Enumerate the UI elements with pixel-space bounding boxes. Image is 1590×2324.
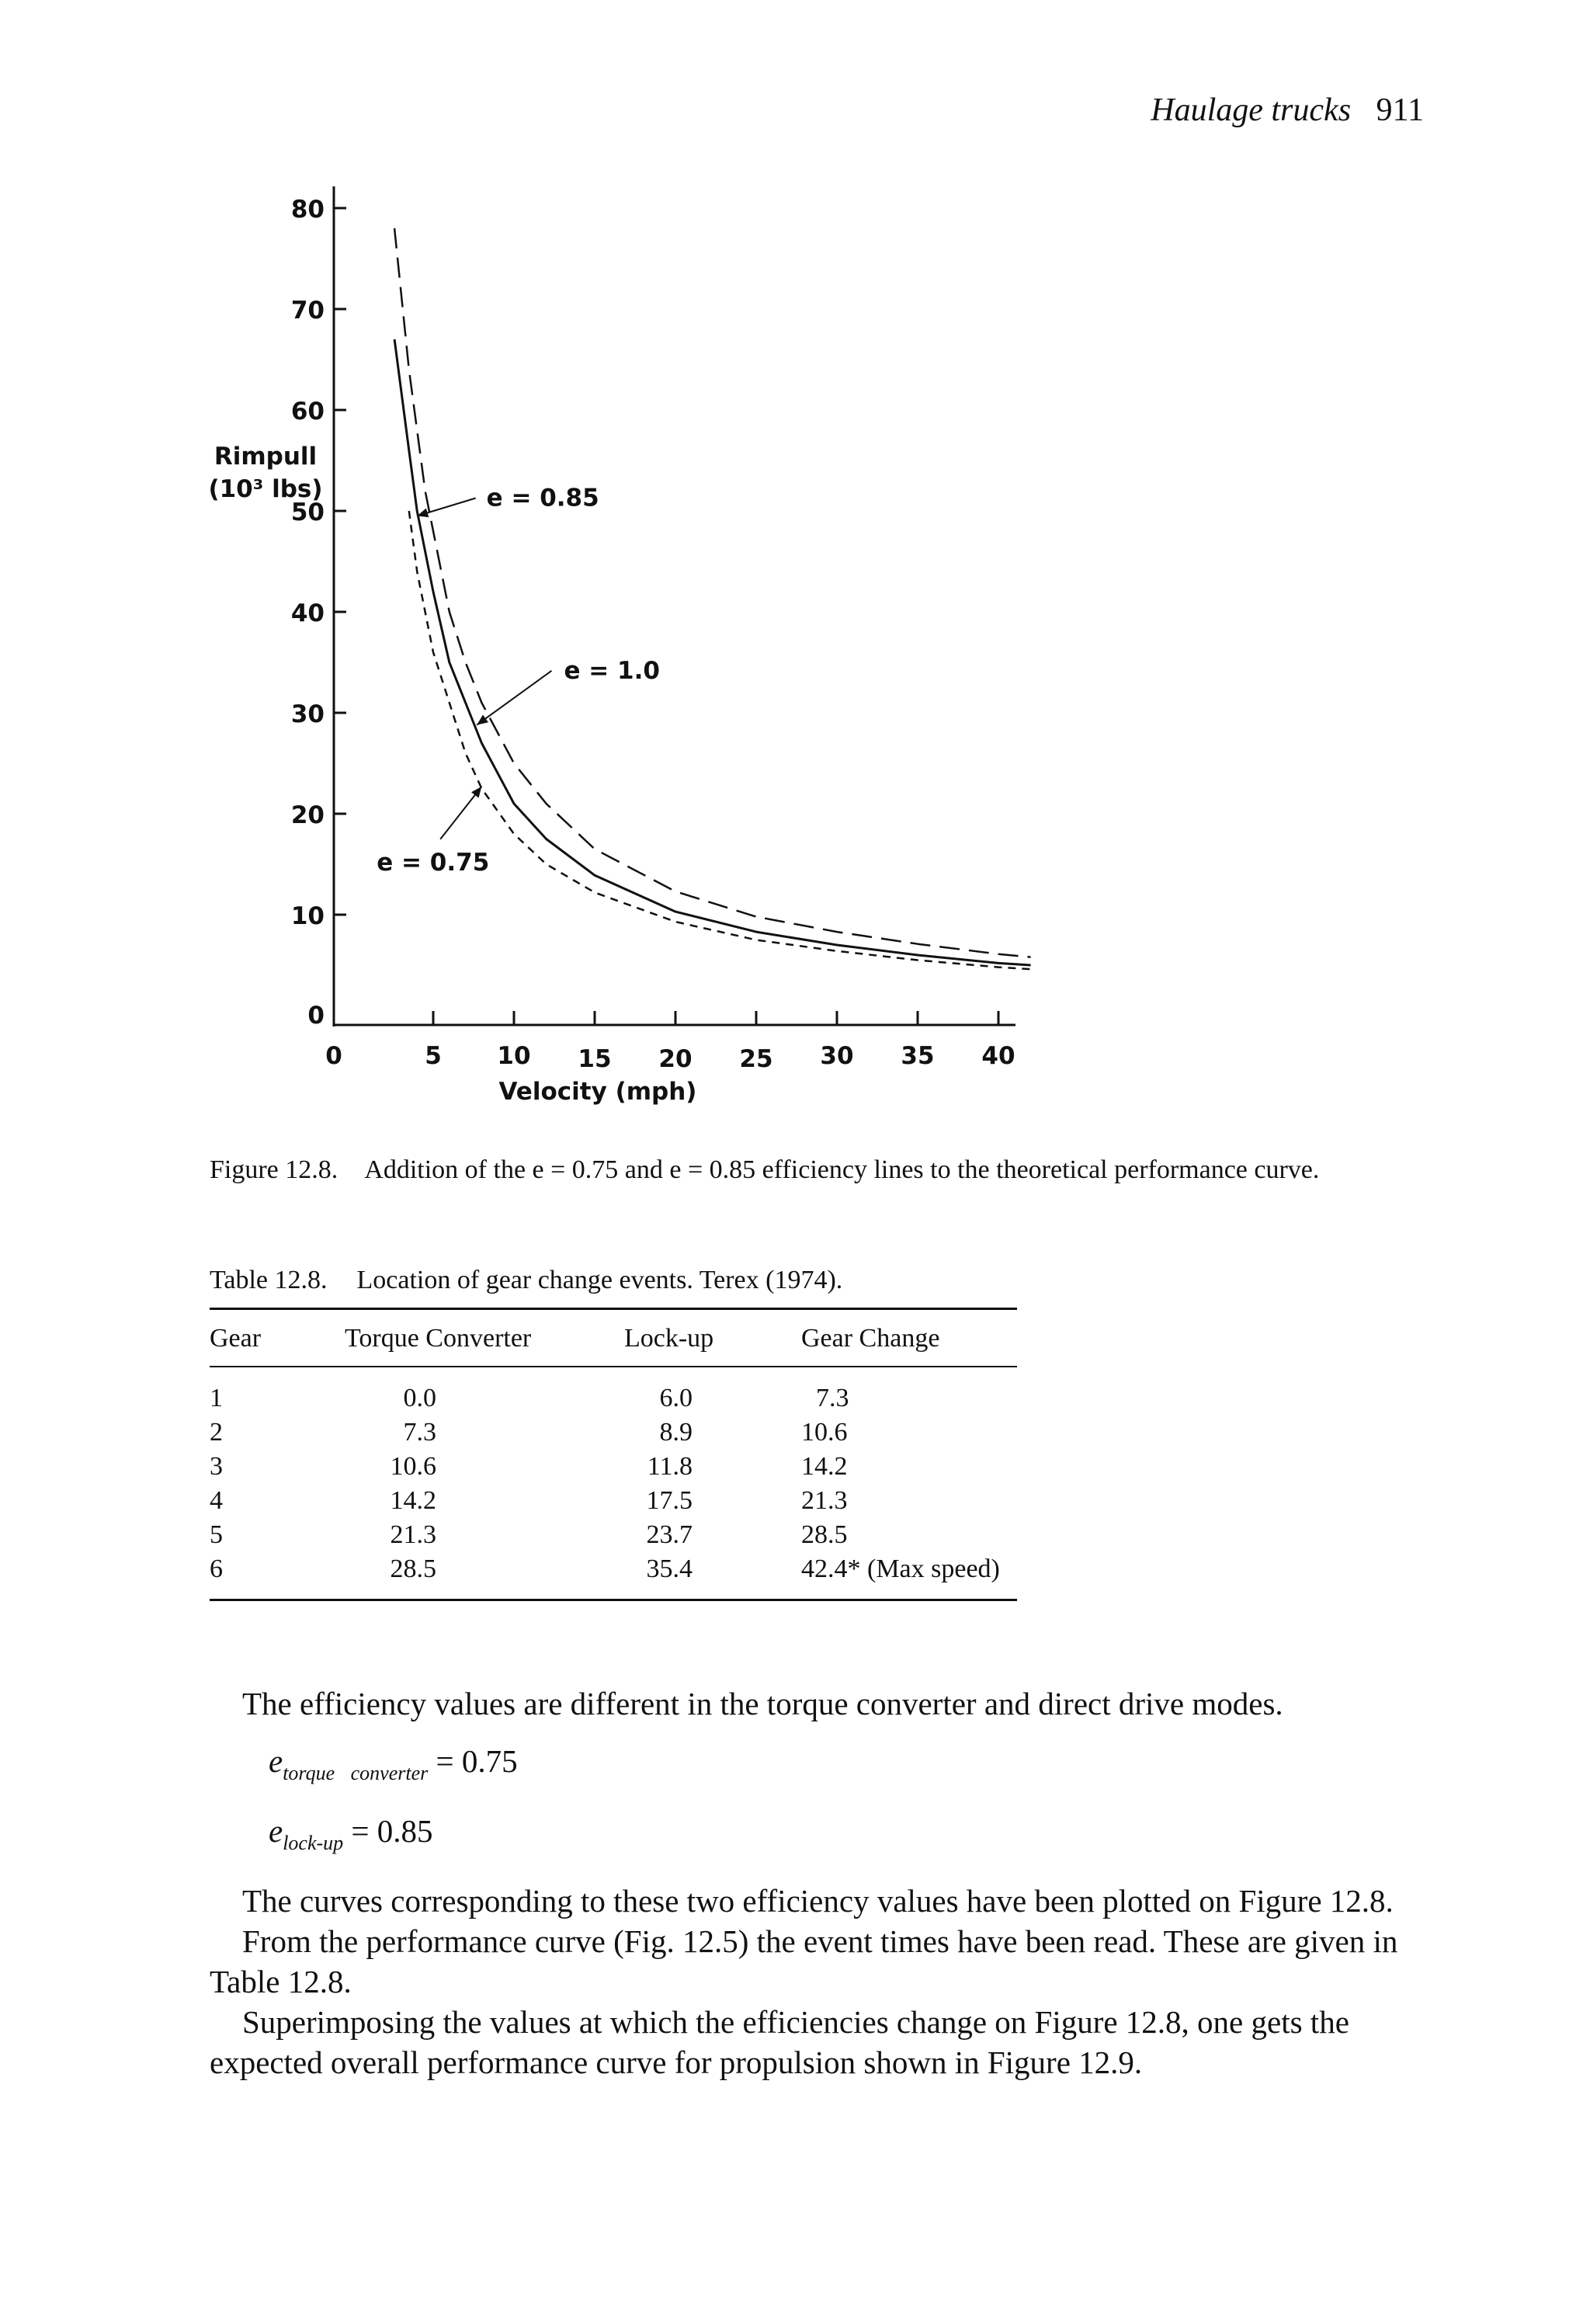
- cell-value: 7.3: [816, 1384, 849, 1412]
- cell-value: 14.2: [801, 1452, 848, 1481]
- cell-gear-change: [801, 1416, 1017, 1450]
- x-tick-label: 30: [820, 1042, 854, 1070]
- x-tick-label: 10: [497, 1042, 531, 1070]
- eq2-variable: e: [269, 1813, 283, 1849]
- cell-gear-change: [801, 1518, 1017, 1552]
- annotation-arrowhead: [417, 509, 429, 517]
- y-tick-label: 60: [290, 398, 325, 426]
- equation-torque-converter: [269, 1741, 1421, 1794]
- series-line-e-0-75: [409, 511, 1031, 969]
- eq1-rhs: = 0.75: [436, 1743, 518, 1779]
- cell-torque-converter: [345, 1518, 624, 1552]
- paragraph-1: The efficiency values are different in the torque converter and direct drive modes.: [242, 1686, 1283, 1721]
- table-row: [210, 1450, 1017, 1484]
- table-caption: [210, 1266, 1017, 1295]
- cell-lock-up: [624, 1518, 801, 1552]
- table-caption-text: Location of gear change events. Terex (1974).: [356, 1266, 843, 1294]
- cell-gear: 3: [210, 1452, 223, 1481]
- x-axis-label: Velocity (mph): [498, 1078, 697, 1106]
- cell-value: 10.6: [390, 1452, 436, 1481]
- cell-gear: 4: [210, 1486, 223, 1515]
- x-tick-label: 20: [658, 1045, 693, 1073]
- body-text: [210, 1683, 1421, 2083]
- eq2-subscript: lock-up: [283, 1832, 344, 1854]
- header-torque-converter: Torque Converter: [345, 1324, 532, 1353]
- table-row: [210, 1518, 1017, 1552]
- figure-caption-text: Addition of the e = 0.75 and e = 0.85 efficiency lines to the theoretical performance curve.: [364, 1155, 1320, 1184]
- gear-change-table-block: [210, 1266, 1017, 1601]
- cell-torque-converter: [345, 1450, 624, 1484]
- cell-torque-converter: [345, 1552, 624, 1600]
- annotation-label: e = 0.85: [486, 484, 599, 512]
- cell-value: 10.6: [801, 1418, 848, 1447]
- eq1-variable: e: [269, 1743, 283, 1779]
- y-tick-label: 20: [290, 801, 325, 829]
- cell-torque-converter: [345, 1484, 624, 1518]
- annotation-arrowhead: [471, 787, 481, 798]
- cell-gear: 2: [210, 1418, 223, 1447]
- y-tick-label: 0: [307, 1002, 325, 1030]
- cell-value: 17.5: [646, 1486, 693, 1515]
- table-row: [210, 1367, 1017, 1416]
- annotation-label: e = 0.75: [377, 848, 490, 877]
- y-tick-label: 30: [290, 700, 325, 728]
- x-tick-label: 40: [981, 1042, 1015, 1070]
- cell-lock-up: [624, 1367, 801, 1416]
- figure-caption: [210, 1155, 1421, 1185]
- series-line-e-1-0: [394, 339, 1031, 965]
- header-gear: Gear: [210, 1324, 262, 1353]
- cell-value: 7.3: [403, 1418, 436, 1447]
- running-head: [1151, 92, 1424, 129]
- y-axis-label-units: (10³ lbs): [208, 475, 323, 503]
- y-tick-label: 70: [290, 297, 325, 325]
- table-label: Table 12.8.: [210, 1266, 328, 1294]
- cell-lock-up: [624, 1484, 801, 1518]
- series-line-e-0-85: [394, 228, 1031, 957]
- annotation-label: e = 1.0: [564, 656, 660, 685]
- page-number: 911: [1376, 92, 1424, 128]
- cell-lock-up: [624, 1552, 801, 1600]
- gear-change-table: [210, 1308, 1017, 1601]
- eq1-subscript: torque converter: [283, 1762, 429, 1784]
- eq2-rhs: = 0.85: [351, 1813, 433, 1849]
- table-row: [210, 1416, 1017, 1450]
- cell-value: 21.3: [801, 1486, 848, 1515]
- header-lock-up: Lock-up: [624, 1324, 714, 1353]
- cell-gear-change: [801, 1367, 1017, 1416]
- paragraph-4: Superimposing the values at which the efficiencies change on Figure 12.8, one gets the expected overall performance curve for propulsion shown in Figure 12.9.: [210, 2004, 1349, 2080]
- cell-gear: 6: [210, 1555, 223, 1583]
- cell-torque-converter: [345, 1416, 624, 1450]
- rimpull-velocity-chart: [194, 175, 1048, 1130]
- cell-gear-change: [801, 1484, 1017, 1518]
- x-tick-label: 35: [901, 1042, 935, 1070]
- running-head-title: Haulage trucks: [1151, 92, 1352, 128]
- cell-value: 14.2: [390, 1486, 436, 1515]
- table-row: [210, 1552, 1017, 1600]
- header-gear-change: Gear Change: [801, 1324, 940, 1353]
- cell-gear: 5: [210, 1520, 223, 1549]
- annotation-arrowhead: [477, 715, 488, 725]
- cell-value: 28.5: [801, 1520, 848, 1549]
- cell-value: 23.7: [646, 1520, 693, 1549]
- cell-lock-up: [624, 1416, 801, 1450]
- cell-gear-change: [801, 1450, 1017, 1484]
- cell-value: 6.0: [659, 1384, 693, 1412]
- paragraph-3: From the performance curve (Fig. 12.5) the event times have been read. These are given in Table 12.8.: [210, 1923, 1398, 1999]
- cell-lock-up: [624, 1450, 801, 1484]
- cell-torque-converter: [345, 1367, 624, 1416]
- cell-value: 0.0: [403, 1384, 436, 1412]
- annotation-leader: [477, 671, 551, 725]
- x-tick-label: 25: [739, 1045, 773, 1073]
- table-row: [210, 1484, 1017, 1518]
- x-tick-label: 15: [578, 1045, 612, 1073]
- cell-value: 42.4* (Max speed): [801, 1555, 1000, 1583]
- table-header-row: [210, 1309, 1017, 1367]
- cell-value: 35.4: [646, 1555, 693, 1583]
- cell-value: 11.8: [647, 1452, 693, 1481]
- cell-gear-change: [801, 1552, 1017, 1600]
- figure-label: Figure 12.8.: [210, 1155, 338, 1184]
- y-tick-label: 10: [290, 902, 325, 930]
- cell-value: 8.9: [659, 1418, 693, 1447]
- cell-value: 21.3: [390, 1520, 436, 1549]
- y-tick-label: 80: [290, 196, 325, 224]
- paragraph-2: The curves corresponding to these two efficiency values have been plotted on Figure 12.8.: [242, 1883, 1394, 1919]
- x-tick-label: 5: [425, 1042, 442, 1070]
- cell-value: 28.5: [390, 1555, 436, 1583]
- y-tick-label: 50: [290, 498, 325, 526]
- table-body: [210, 1367, 1017, 1600]
- cell-gear: 1: [210, 1384, 223, 1412]
- y-axis-label: Rimpull: [214, 443, 318, 471]
- x-tick-label: 0: [325, 1042, 342, 1070]
- equation-lock-up: [269, 1811, 1421, 1864]
- y-tick-label: 40: [290, 599, 325, 627]
